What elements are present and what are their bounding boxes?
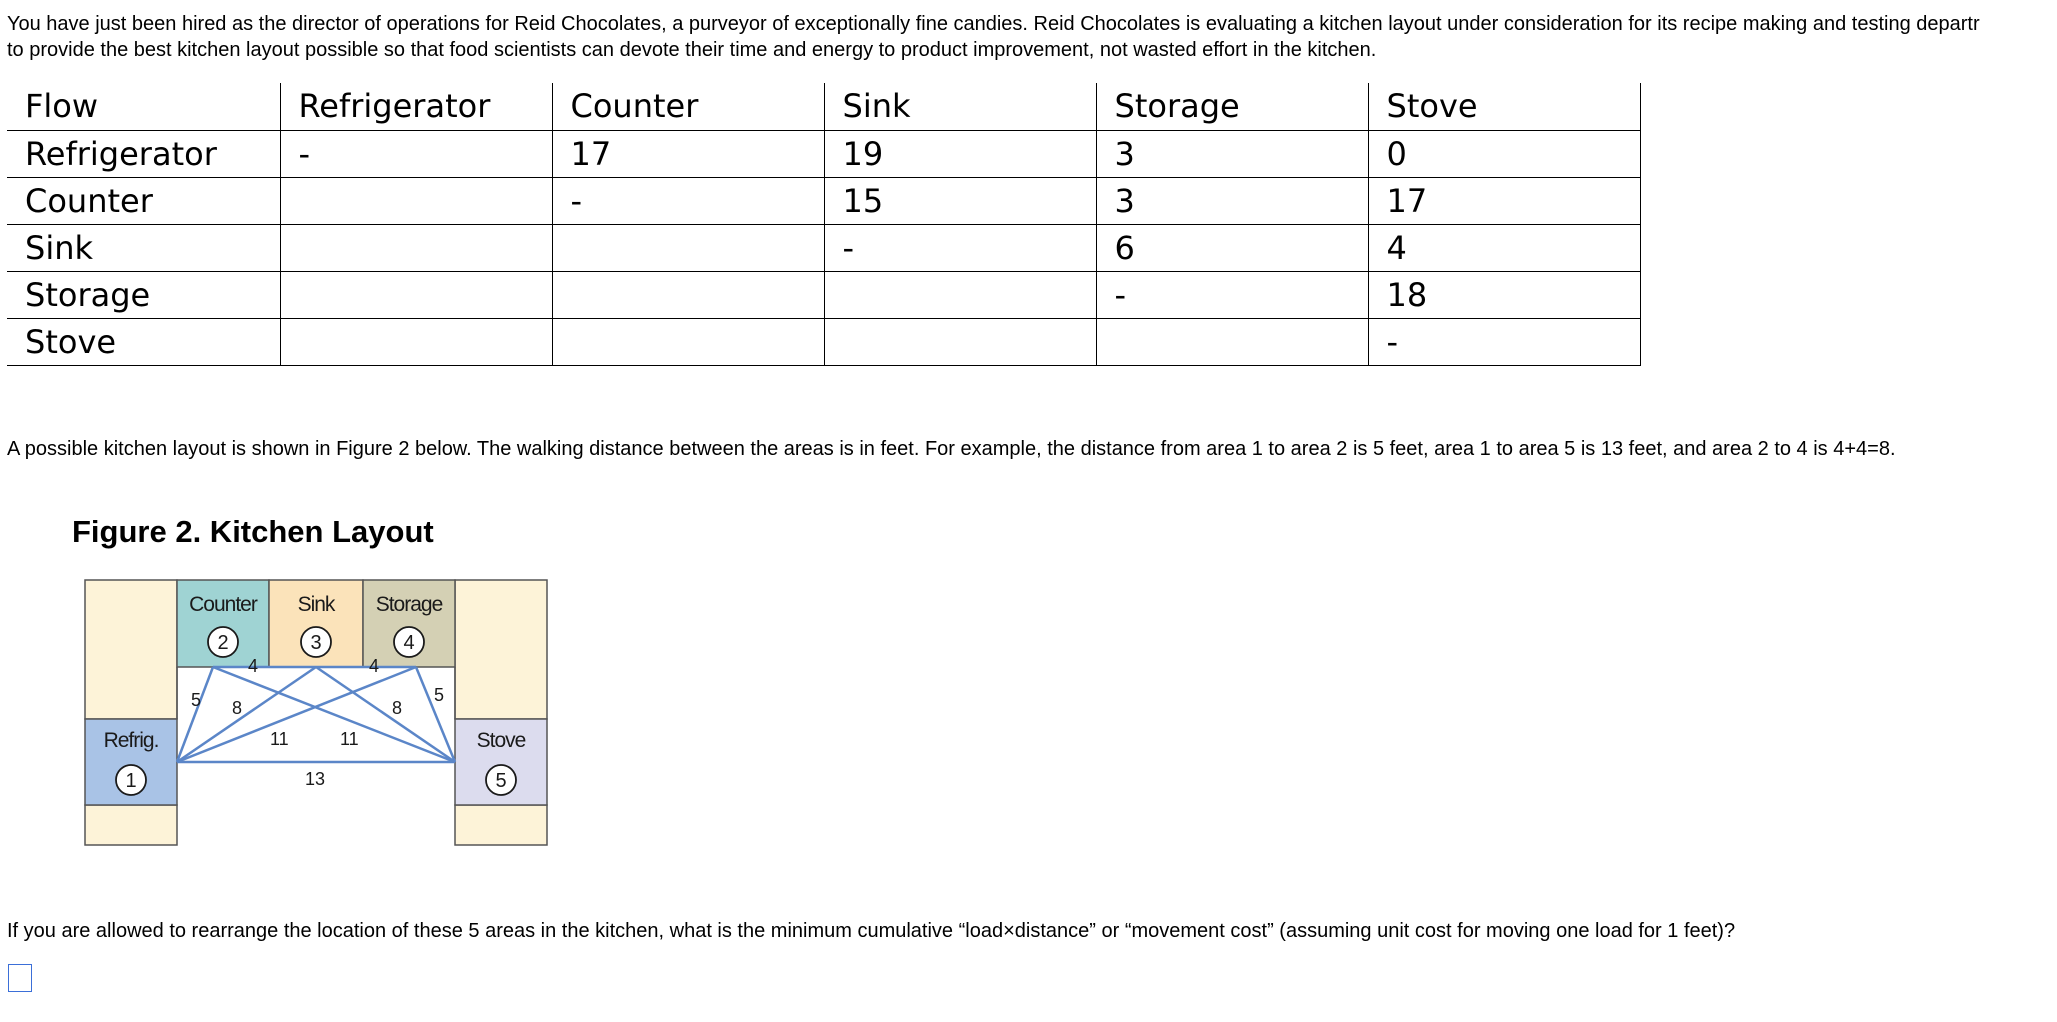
header-cell: Storage: [1096, 83, 1368, 130]
table-cell: -: [1368, 318, 1640, 365]
table-cell: 4: [1368, 224, 1640, 271]
table-cell: [552, 318, 824, 365]
table-cell: 19: [824, 130, 1096, 177]
header-cell: Refrigerator: [280, 83, 552, 130]
table-cell: [1096, 318, 1368, 365]
header-cell: Stove: [1368, 83, 1640, 130]
table-cell: 17: [1368, 177, 1640, 224]
row-header-cell: Sink: [7, 224, 280, 271]
row-header-cell: Refrigerator: [7, 130, 280, 177]
area-number-5: 5: [495, 770, 507, 792]
filler-block-bottom-left: [85, 805, 177, 845]
filler-block-top-left: [85, 580, 177, 719]
table-cell: 3: [1096, 130, 1368, 177]
table-row: [7, 271, 1640, 318]
intro-line-1: You have just been hired as the director of operations for Reid Chocolates, a purveyor of exceptionally fine candies. Reid Chocolates is evaluating a kitchen layout under consideration for its recipe making and testing departr: [7, 13, 1980, 35]
distance-label-1-2: 5: [191, 690, 202, 710]
intro-paragraph: [7, 11, 1980, 63]
answer-input[interactable]: [8, 964, 32, 992]
intro-line-2: to provide the best kitchen layout possible so that food scientists can devote their time and energy to product improvement, not wasted effort in the kitchen.: [7, 39, 1377, 61]
row-header-cell: Storage: [7, 271, 280, 318]
area-number-3: 3: [310, 632, 322, 654]
kitchen-layout-figure: [80, 575, 552, 850]
table-cell: 6: [1096, 224, 1368, 271]
kitchen-layout-diagram: [80, 575, 552, 850]
table-cell: 0: [1368, 130, 1640, 177]
area-label-stove: Stove: [476, 729, 526, 752]
table-cell: 3: [1096, 177, 1368, 224]
table-cell: -: [1096, 271, 1368, 318]
figure-title: Figure 2. Kitchen Layout: [72, 514, 434, 549]
layout-description: A possible kitchen layout is shown in Figure 2 below. The walking distance between the areas is in feet. For example, the distance from area 1 to area 2 is 5 feet, area 1 to area 5 is 13 feet, and area 2 to 4 is 4+4=8.: [7, 438, 1896, 460]
table-header-row: [7, 83, 1640, 130]
table-cell: -: [552, 177, 824, 224]
table-cell: [280, 177, 552, 224]
table-cell: 17: [552, 130, 824, 177]
area-label-sink: Sink: [297, 593, 335, 616]
table-cell: [824, 271, 1096, 318]
table-cell: [552, 271, 824, 318]
area-number-4: 4: [403, 632, 415, 654]
table-cell: -: [280, 130, 552, 177]
table-cell: -: [824, 224, 1096, 271]
distance-label-4-5: 5: [434, 685, 445, 705]
filler-block-bottom-right: [455, 805, 547, 845]
table-cell: [280, 224, 552, 271]
header-cell: Counter: [552, 83, 824, 130]
question-text: If you are allowed to rearrange the location of these 5 areas in the kitchen, what is the minimum cumulative “load×distance” or “movement cost” (assuming unit cost for moving one load for 1 feet)?: [7, 920, 1736, 942]
walking-paths: [177, 667, 455, 762]
table-cell: [824, 318, 1096, 365]
table-row: [7, 130, 1640, 177]
area-number-2: 2: [217, 632, 229, 654]
distance-label-3-4: 4: [369, 656, 380, 676]
table-cell: 18: [1368, 271, 1640, 318]
distance-label-1-5: 13: [305, 769, 326, 789]
area-label-counter: Counter: [189, 593, 257, 616]
area-label-storage: Storage: [375, 593, 443, 616]
distance-label-2-3: 4: [248, 656, 259, 676]
distance-label-3-5: 8: [392, 698, 403, 718]
row-header-cell: Stove: [7, 318, 280, 365]
table-row: [7, 224, 1640, 271]
distance-label-1-4: 11: [270, 729, 289, 749]
row-header-cell: Counter: [7, 177, 280, 224]
table-row: [7, 318, 1640, 365]
filler-block-top-right: [455, 580, 547, 719]
table-row: [7, 177, 1640, 224]
table-cell: 15: [824, 177, 1096, 224]
area-label-refrigerator: Refrig.: [103, 729, 159, 752]
table-cell: [280, 271, 552, 318]
table-cell: [552, 224, 824, 271]
distance-label-2-5: 11: [340, 729, 359, 749]
path-2-5: [213, 667, 455, 762]
header-cell: Sink: [824, 83, 1096, 130]
area-number-1: 1: [125, 770, 137, 792]
table-cell: [280, 318, 552, 365]
header-cell: Flow: [7, 83, 280, 130]
flow-table-body: [7, 83, 1640, 365]
path-1-2: [177, 667, 213, 762]
distance-label-1-3: 8: [232, 698, 243, 718]
flow-table: [7, 83, 1641, 366]
